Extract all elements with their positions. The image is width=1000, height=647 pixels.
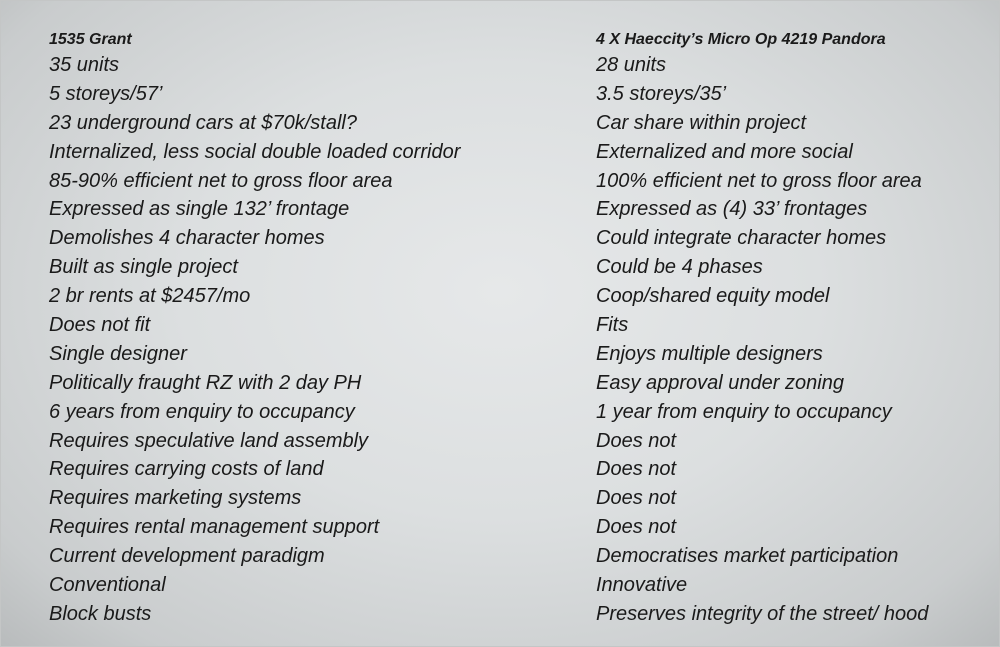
left-row: Requires marketing systems [49, 487, 302, 510]
right-row: Innovative [596, 574, 688, 597]
left-column [49, 29, 460, 629]
left-row: Requires carrying costs of land [49, 458, 324, 481]
right-row: Expressed as (4) 33’ frontages [596, 198, 868, 221]
right-row: Fits [596, 314, 629, 337]
left-row: Requires rental management support [49, 516, 380, 539]
right-row: Enjoys multiple designers [596, 342, 823, 365]
right-column [596, 29, 928, 629]
right-row: Coop/shared equity model [596, 285, 830, 308]
left-row: Politically fraught RZ with 2 day PH [49, 371, 362, 394]
right-row: Does not [596, 429, 677, 452]
left-row: 6 years from enquiry to occupancy [49, 400, 355, 423]
left-column-list [49, 51, 460, 629]
left-row: Block busts [49, 602, 152, 625]
right-column-heading: 4 X Haeccity’s Micro Op 4219 Pandora [596, 31, 886, 48]
right-row: Could be 4 phases [596, 256, 763, 279]
right-row: 28 units [596, 54, 667, 76]
right-column-list [596, 51, 928, 629]
left-row: 2 br rents at $2457/mo [49, 285, 251, 308]
left-row: Expressed as single 132’ frontage [49, 198, 350, 221]
left-row: 35 units [49, 54, 120, 76]
left-row: Built as single project [49, 256, 238, 279]
left-row: Conventional [49, 574, 166, 597]
right-row: Could integrate character homes [596, 227, 887, 250]
left-row: 23 underground cars at $70k/stall? [49, 111, 357, 134]
left-row: Demolishes 4 character homes [49, 227, 325, 250]
right-row: Preserves integrity of the street/ hood [596, 602, 929, 625]
right-row: 1 year from enquiry to occupancy [596, 400, 892, 423]
right-row: Car share within project [596, 111, 807, 134]
left-row: Internalized, less social double loaded corridor [49, 140, 461, 163]
right-row: Does not [596, 516, 677, 539]
right-row: Easy approval under zoning [596, 371, 844, 394]
left-row: 85-90% efficient net to gross floor area [49, 169, 393, 192]
right-row: 3.5 storeys/35’ [596, 82, 727, 105]
left-row: Single designer [49, 342, 187, 365]
left-row: Requires speculative land assembly [49, 429, 369, 452]
left-column-heading: 1535 Grant [49, 31, 132, 48]
right-row: Democratises market participation [596, 545, 899, 568]
right-row: Does not [596, 458, 677, 481]
left-row: Does not fit [49, 314, 151, 337]
left-row: 5 storeys/57’ [49, 82, 163, 105]
right-row: 100% efficient net to gross floor area [596, 169, 922, 192]
right-row: Does not [596, 487, 677, 510]
right-row: Externalized and more social [596, 140, 853, 163]
left-row: Current development paradigm [49, 545, 325, 568]
